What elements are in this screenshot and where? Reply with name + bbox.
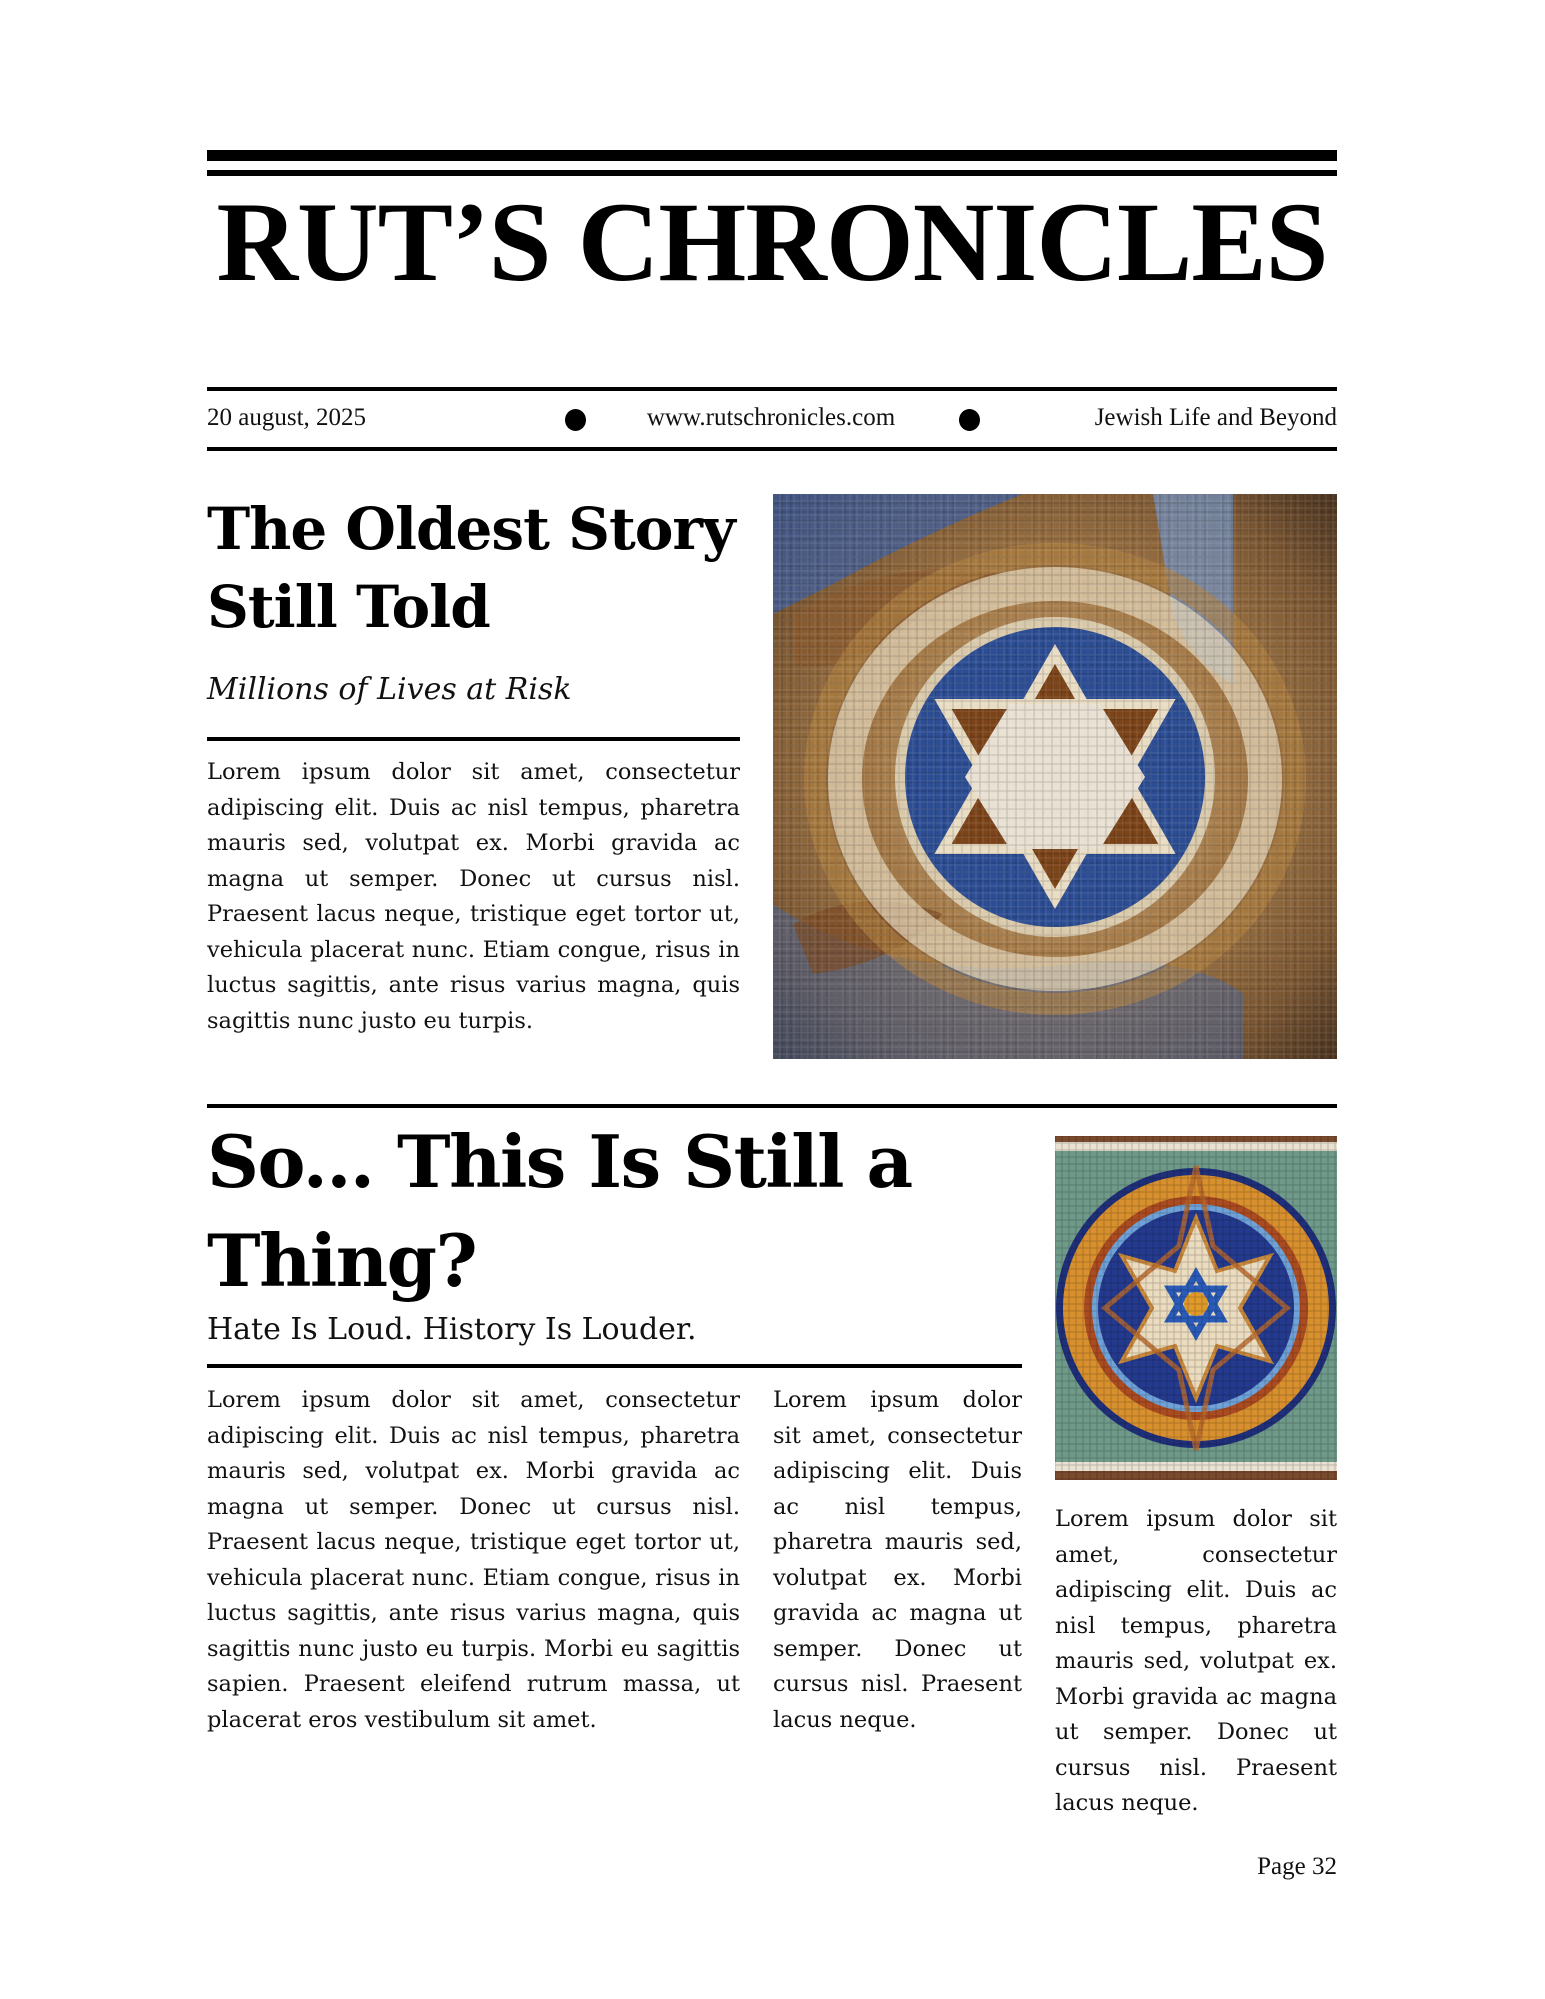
article2-body-column-2: Lorem ipsum dolor sit amet, consectetur adipiscing elit. Duis ac nisl tempus, pharetra mauris sed, volutpat ex. Morbi gravida ac magna ut semper. Donec ut cursus nisl. Praesent lacus neque. (773, 1387, 1022, 1733)
section-divider (207, 1104, 1337, 1108)
masthead-infobar (207, 392, 1337, 444)
article2-mosaic-image (1055, 1136, 1337, 1480)
article1-mosaic-image (773, 494, 1337, 1059)
infobar-top-rule (207, 387, 1337, 391)
star-of-david-rosette-icon (1055, 1136, 1337, 1480)
article2-headline: So... This Is Still a Thing? (207, 1119, 912, 1303)
issue-date: 20 august, 2025 (207, 404, 367, 431)
bullet-icon (565, 409, 586, 431)
infobar-bottom-rule (207, 447, 1337, 451)
article2-subheadline: Hate Is Loud. History Is Louder. (207, 1312, 697, 1347)
article2-body-column-1: Lorem ipsum dolor sit amet, consectetur adipiscing elit. Duis ac nisl tempus, pharetra mauris sed, volutpat ex. Morbi gravida ac magna ut semper. Donec ut cursus nisl. Praesent lacus neque, tristique eget tortor ut, vehicula placerat nunc. Etiam congue, risus in luctus sagittis, ante risus varius magna, quis sagittis nunc justo eu turpis. Morbi eu sagittis sapien. Praesent eleifend rutrum massa, ut placerat eros vestibulum sit amet. (207, 1387, 740, 1733)
article2-body-column-3: Lorem ipsum dolor sit amet, consectetur adipiscing elit. Duis ac nisl tempus, pharetra mauris sed, volutpat ex. Morbi gravida ac magna ut semper. Donec ut cursus nisl. Praesent lacus neque. (1055, 1506, 1337, 1816)
website-link[interactable]: www.rutschronicles.com (646, 404, 896, 431)
article1-divider (207, 737, 740, 741)
article2-divider (207, 1364, 1022, 1368)
masthead-top-thick-rule (207, 150, 1337, 161)
page-number: Page 32 (1257, 1853, 1337, 1880)
article1-headline: The Oldest Story Still Told (207, 495, 735, 641)
tagline: Jewish Life and Beyond (1094, 404, 1337, 431)
masthead-title: RUT’S CHRONICLES (216, 180, 1328, 305)
bullet-icon (959, 409, 980, 431)
masthead-top-thin-rule (207, 170, 1337, 176)
article1-body: Lorem ipsum dolor sit amet, consectetur adipiscing elit. Duis ac nisl tempus, pharetra mauris sed, volutpat ex. Morbi gravida ac magna ut semper. Donec ut cursus nisl. Praesent lacus neque, tristique eget tortor ut, vehicula placerat nunc. Etiam congue, risus in luctus sagittis, ante risus varius magna, quis sagittis nunc justo eu turpis. (207, 759, 740, 1034)
star-of-david-mosaic-icon (773, 494, 1337, 1059)
article1-subheadline: Millions of Lives at Risk (207, 672, 572, 707)
